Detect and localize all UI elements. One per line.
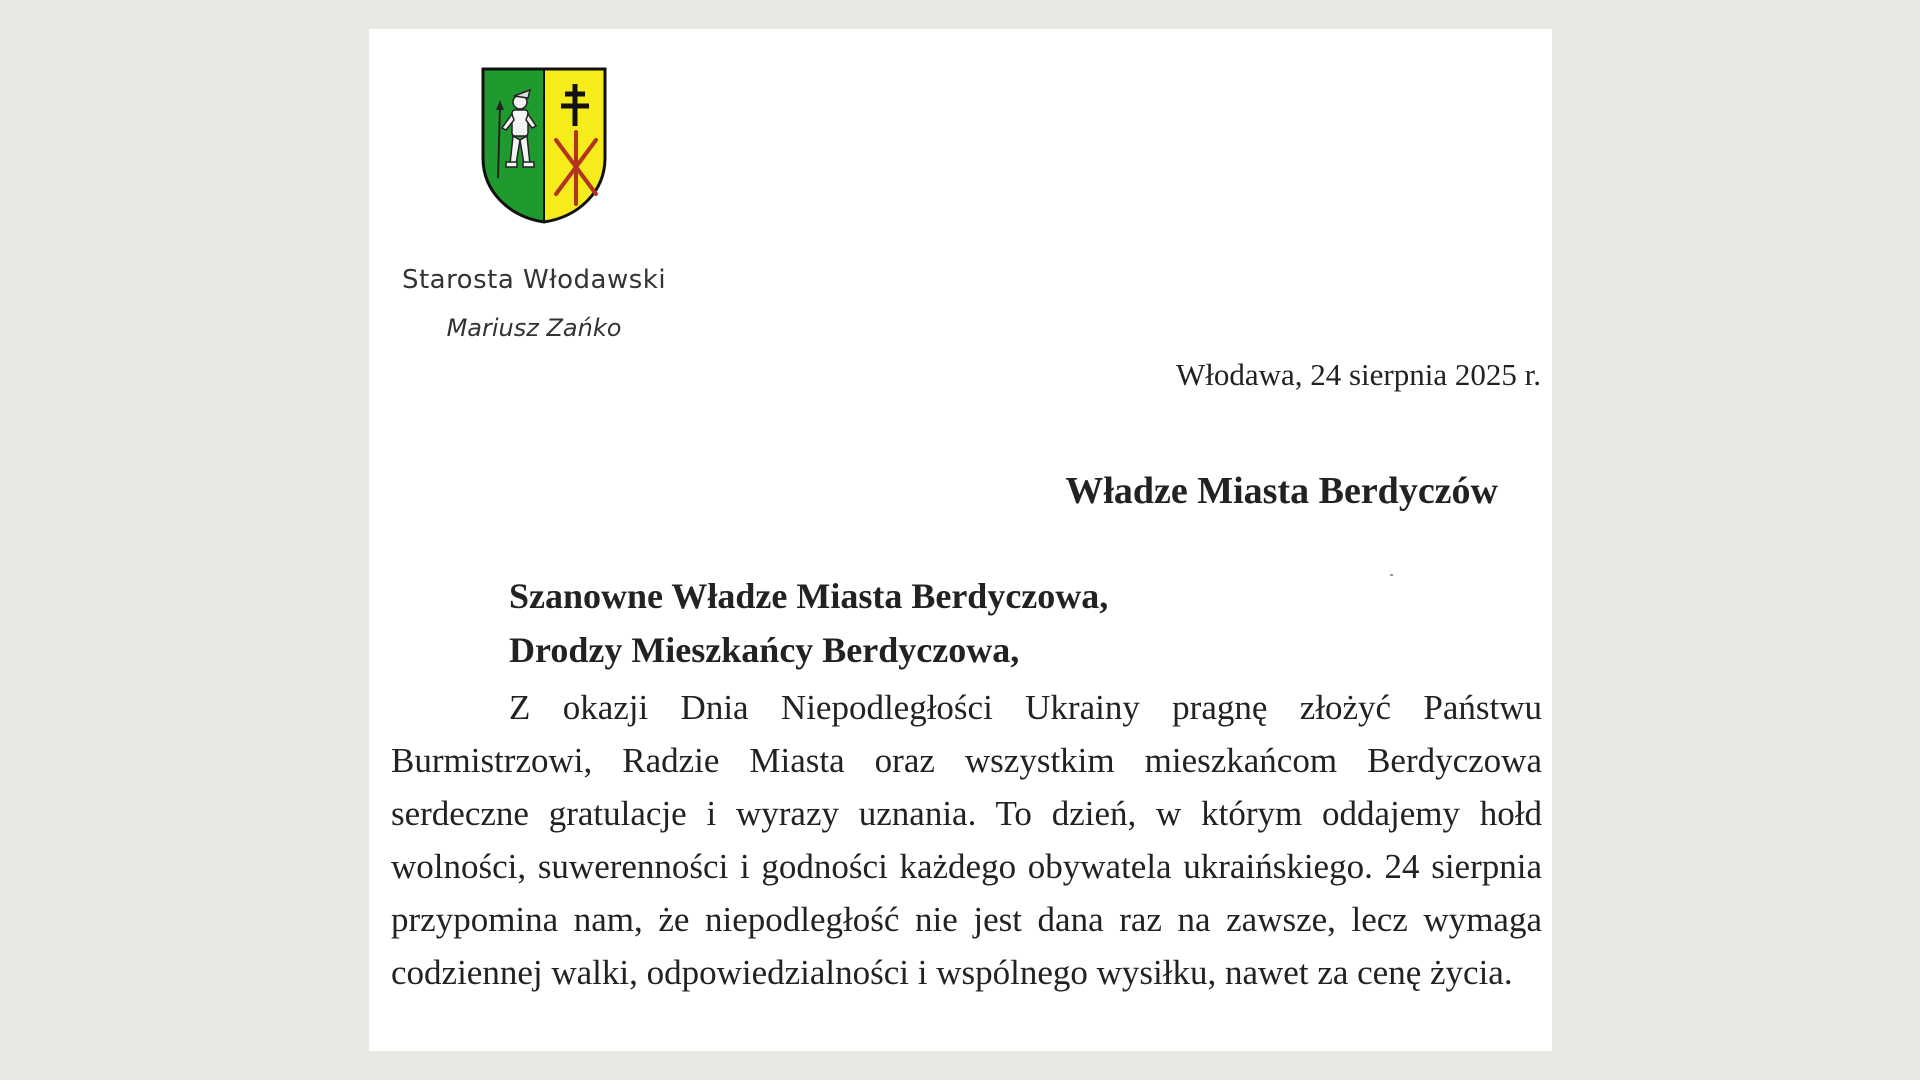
greeting-line: Szanowne Władze Miasta Berdyczowa,	[509, 576, 1109, 616]
scan-speck	[1390, 574, 1393, 576]
sender-name: Mariusz Zańko	[446, 314, 622, 342]
greeting-line: Drodzy Mieszkańcy Berdyczowa,	[509, 630, 1020, 670]
body-paragraph: Z okazji Dnia Niepodległości Ukrainy pragnę złożyć Państwu Burmistrzowi, Radzie Miasta oraz wszystkim mieszkańcom Berdyczowa serdeczne gratulacje i wyrazy uznania. To dzień, w którym oddajemy hołd wolności, suwerenności i godności każdego obywatela ukraińskiego. 24 sierpnia przypomina nam, że niepodległość nie jest dana raz na zawsze, lecz wymaga codziennej walki, odpowiedzialności i wspólnego wysiłku, nawet za cenę życia.	[391, 688, 1542, 992]
letter-page	[369, 29, 1552, 1051]
recipient-heading: Władze Miasta Berdyczów	[1065, 470, 1498, 512]
sender-title: Starosta Włodawski	[401, 265, 667, 295]
coat-of-arms-icon	[480, 66, 608, 224]
date-line: Włodawa, 24 sierpnia 2025 r.	[1175, 357, 1541, 392]
